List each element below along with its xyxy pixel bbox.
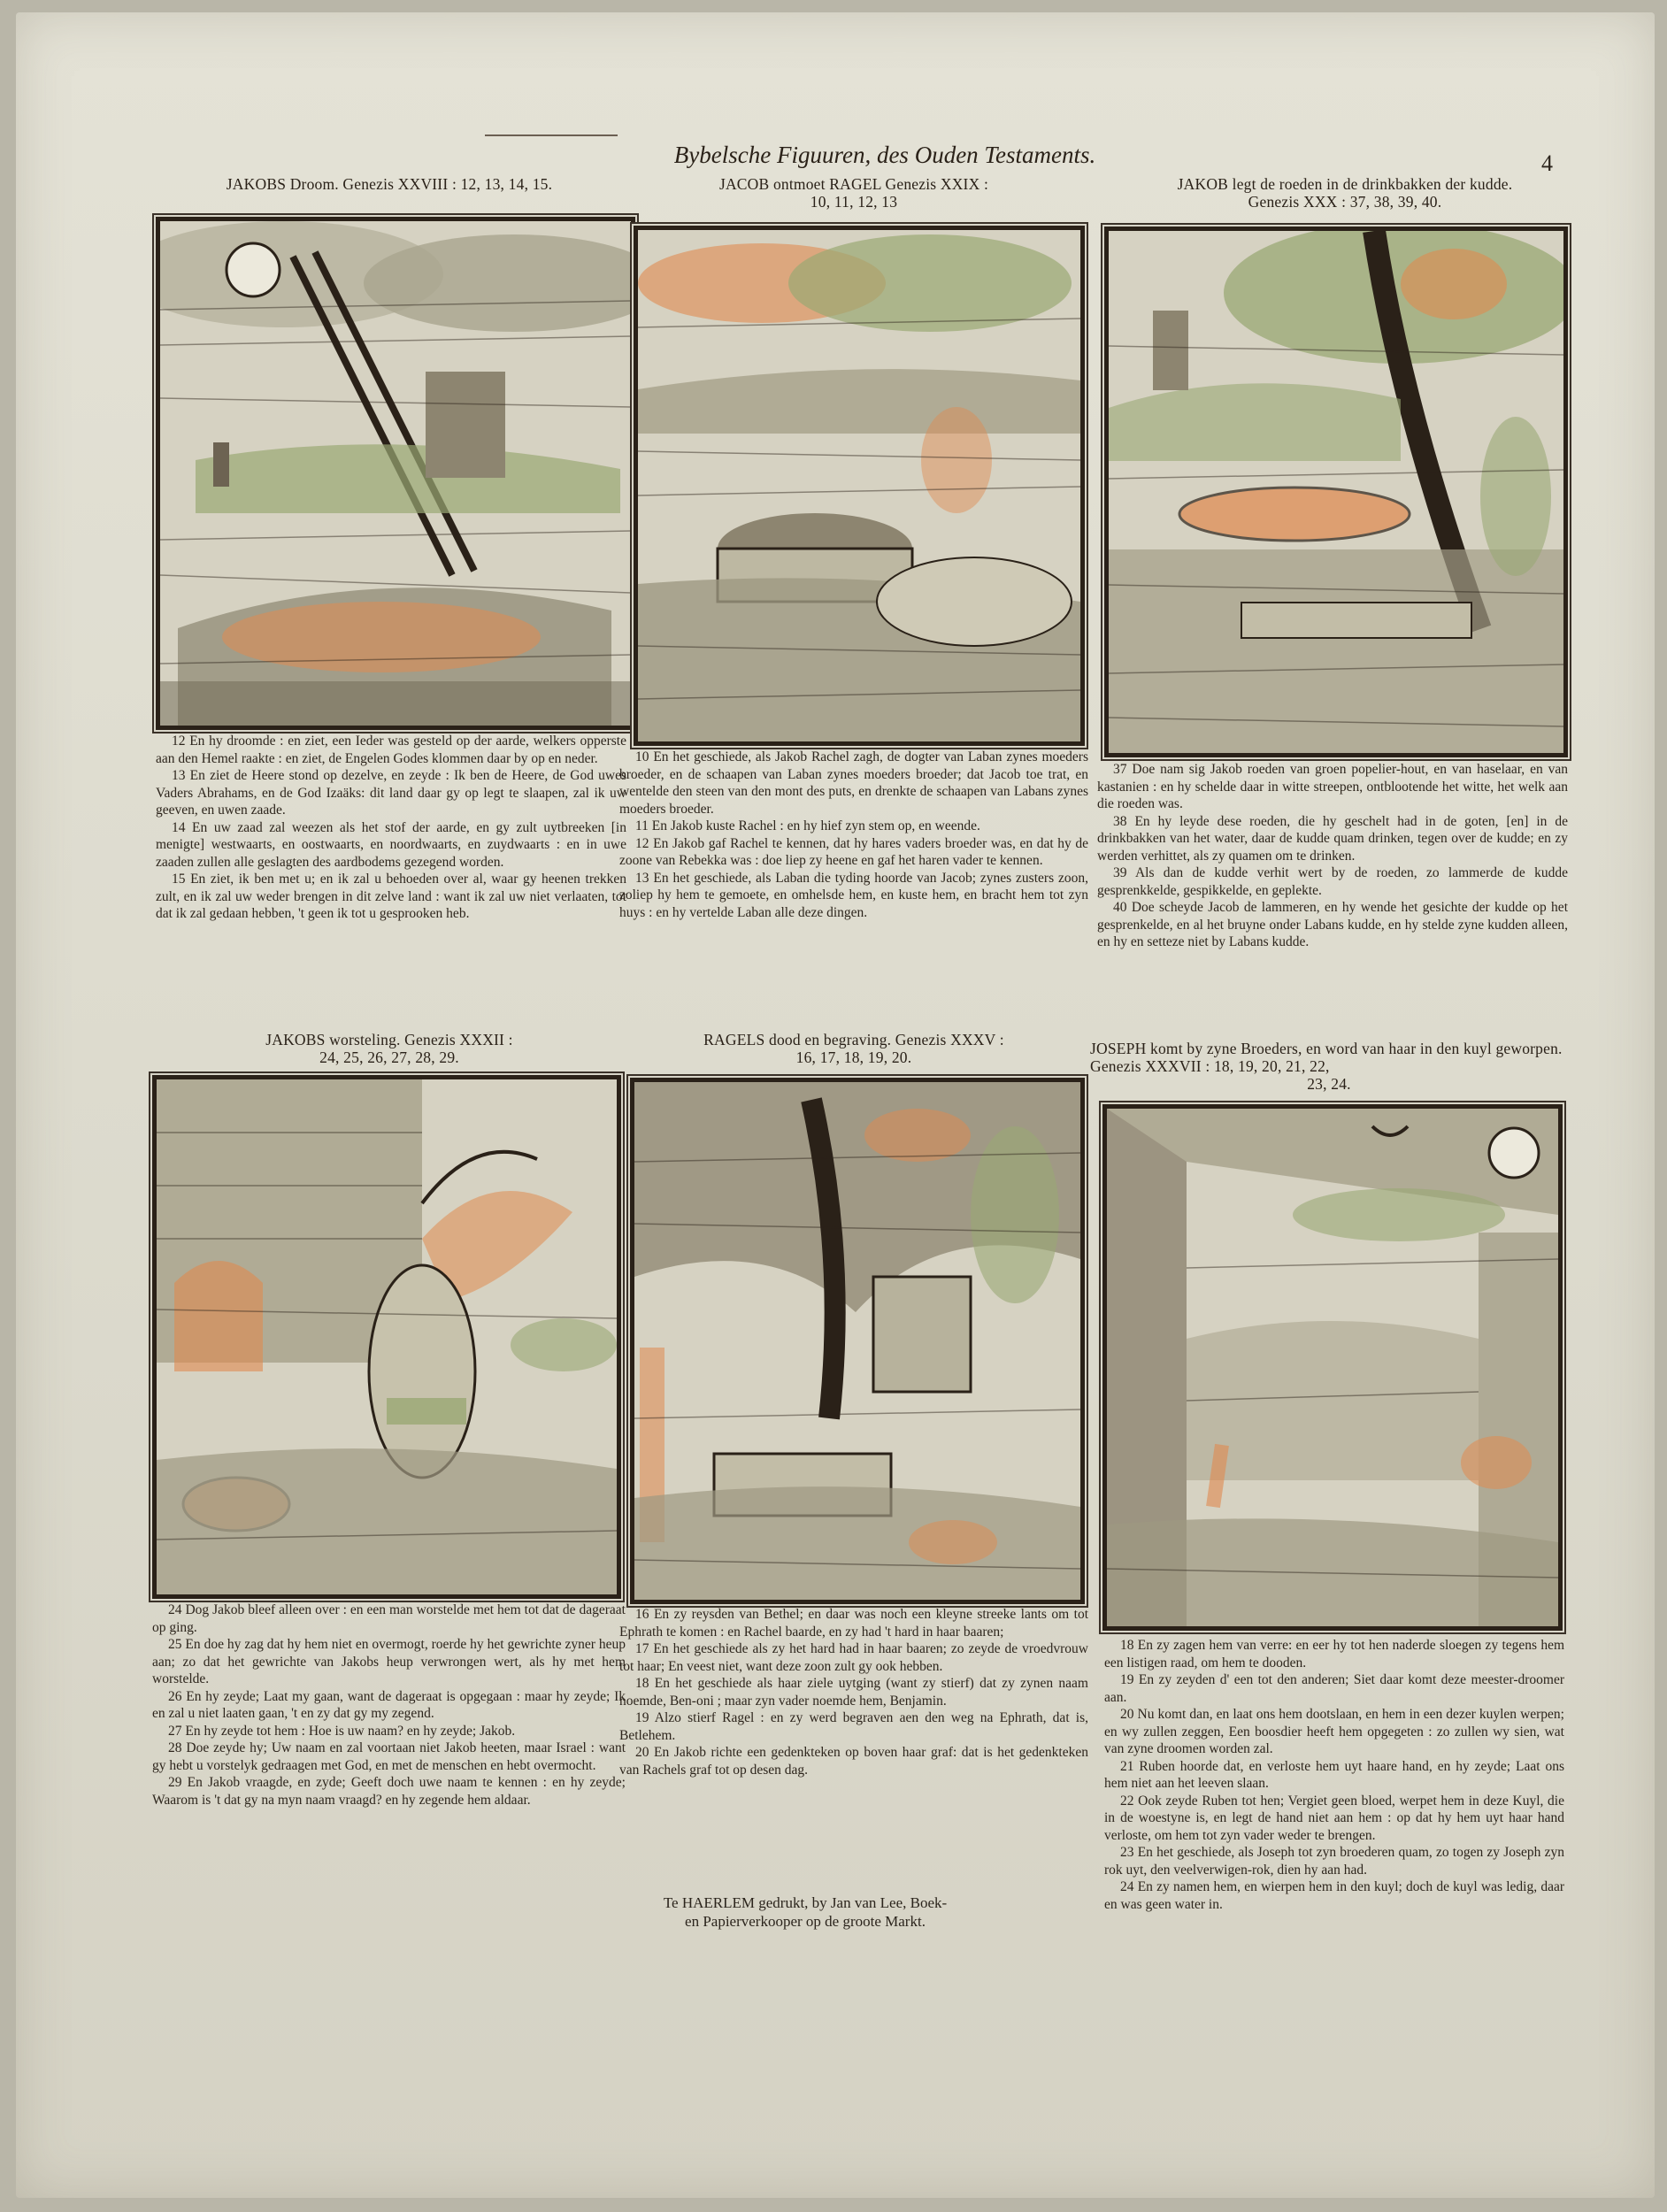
page-number: 4 (1541, 150, 1553, 176)
verse: 18 En zy zagen hem van verre: en eer hy tot hen naderde sloegen zy tegens hem een listigen raad, om hem te dooden. (1104, 1638, 1564, 1671)
page-title: Bybelsche Figuuren, des Ouden Testaments. (673, 142, 1096, 168)
woodcut-image (638, 230, 1080, 741)
caption-line: 24, 25, 26, 27, 28, 29. (319, 1048, 459, 1066)
verse: 11 En Jakob kuste Rachel : en hy hief zyn stem op, en weende. (635, 818, 980, 833)
caption-line: JACOB ontmoet RAGEL Genezis XXIX : (718, 175, 989, 193)
verse: 23 En het geschiede, als Joseph tot zyn broederen quam, zo togen zy Joseph zyn rok uyt, den veelverwigen-rok, dien hy aan had. (1104, 1845, 1564, 1878)
verse: 13 En het geschiede, als Laban die tyding hoorde van Jacob; zynes zusters zoon, zoliep hy hem te gemoete, en omhelsde hem, en kuste hem, en bracht hem tot zyn huys : en hy vertelde Laban alle deze dingen. (619, 870, 1088, 920)
caption-line: JAKOB legt de roeden in de drinkbakken der kudde. (1177, 175, 1513, 193)
verse: 16 En zy reysden van Bethel; en daar was noch een kleyne streeke lants om tot Ephrath te komen : en Rachel baarde, en zy had 't hard in haar baaren; (619, 1607, 1088, 1640)
woodcut-image (157, 1079, 617, 1594)
verse: 29 En Jakob vraagde, en zyde; Geeft doch uwe naam te kennen : en hy zeyde; Waarom is 't dat gy na myn naam vraagd? en hy zegende hem aldaar. (152, 1775, 626, 1808)
verse: 22 Ook zeyde Ruben tot hen; Vergiet geen bloed, werpet hem in deze Kuyl, die in de woestyne is, en legt de hand niet aan hem : op dat hy hem uyt haar hand verloste, om hem tot zyn vader weder te brengen. (1104, 1793, 1564, 1843)
woodcut-rachels-death (630, 1078, 1085, 1604)
verse: 14 En uw zaad zal weezen als het stof der aarde, en gy zult uytbreeken [in menigte] westwaarts, en oostwaarts, en noordwaarts, en zuydwaarts : en in uwe zaaden zullen alle geslagten des aardbodems gezegend worden. (156, 819, 626, 870)
verse: 20 En Jakob richte een gedenkteken op boven haar graf: dat is het gedenkteken van Rachels graf tot op desen dag. (619, 1745, 1088, 1778)
caption-panel-6 (1090, 1040, 1568, 1093)
caption-panel-2 (633, 175, 1075, 211)
printer-imprint (566, 1893, 1044, 1931)
caption-line: Genezis XXX : 37, 38, 39, 40. (1248, 193, 1442, 211)
verse: 39 Als dan de kudde verhit wert by de roeden, zo lammerde de kudde gesprenkkelde, gespikkelde, en geplekte. (1097, 865, 1568, 898)
verse: 25 En doe hy zag dat hy hem niet en overmogt, roerde hy het gewrichte zyner heup aan; zo dat het gewrichte van Jakobs heup verwrongen wert, als hy met hem worstelde. (152, 1637, 626, 1686)
woodcut-image (1109, 231, 1563, 753)
verse: 24 En zy namen hem, en wierpen hem in den kuyl; doch de kuyl was ledig, daar en was geen water in. (1104, 1879, 1564, 1912)
verse: 17 En het geschiede als zy het hard had in haar baaren; zo zeyde de vroedvrouw tot haar; En veest niet, want deze zoon zult gy ook hebben. (619, 1641, 1088, 1674)
verse: 37 Doe nam sig Jakob roeden van groen popelier-hout, en van haselaar, en van kastanien : en hy schelde daar in witte streepen, ontblootende het witte, het welk aan die roeden was. (1097, 762, 1568, 811)
woodcut-jacobs-dream (156, 217, 635, 730)
text-panel-3 (1097, 761, 1568, 951)
caption-line: JAKOBS Droom. Genezis XXVIII : 12, 13, 14, 15. (226, 175, 553, 193)
caption-panel-4 (150, 1031, 628, 1066)
caption-line: 16, 17, 18, 19, 20. (795, 1048, 912, 1066)
imprint-line: en Papierverkooper op de groote Markt. (685, 1913, 926, 1930)
woodcut-image (160, 221, 631, 726)
verse: 40 Doe scheyde Jacob de lammeren, en hy wende het gesichte der kudde op het gesprenkelde, en al het bruyne onder Labans kudde, en hy stelde zyne kudden alleen, en hy en setteze niet by Labans kudde. (1097, 900, 1568, 949)
verse: 24 Dog Jakob bleef alleen over : en een man worstelde met hem tot dat de dageraat op ging. (152, 1602, 626, 1635)
verse: 18 En het geschiede als haar ziele uytging (want zy stierf) dat zy zynen naam noemde, Ben-oni ; maar zyn vader noemde hem, Benjamin. (619, 1676, 1088, 1709)
woodcut-joseph-and-brothers (1102, 1104, 1563, 1631)
caption-line: JOSEPH komt by zyne Broeders, en word van haar in den kuyl geworpen. Genezis XXXVII : 18, 19, 20, 21, 22, (1090, 1040, 1563, 1075)
woodcut-jacob-rods (1104, 227, 1568, 757)
text-panel-6 (1104, 1637, 1564, 1913)
verse: 27 En hy zeyde tot hem : Hoe is uw naam? en hy zeyde; Jakob. (168, 1723, 516, 1739)
verse: 15 En ziet, ik ben met u; en ik zal u behoeden over al, waar gy heenen trekken zult, en ik zal uw weder brengen in dit zelve land : want ik zal uw niet verlaaten, tot dat ik zal gedaan hebben, 't geen ik tot u gesprooken heb. (156, 872, 626, 921)
verse: 19 En zy zeyden d' een tot den anderen; Siet daar komt deze meester-droomer aan. (1104, 1672, 1564, 1705)
text-panel-1 (156, 733, 626, 923)
imprint-line: Te HAERLEM gedrukt, by Jan van Lee, Boek- (663, 1894, 948, 1911)
caption-line: JAKOBS worsteling. Genezis XXXII : (265, 1031, 513, 1048)
text-panel-2 (619, 749, 1088, 921)
text-panel-5 (619, 1606, 1088, 1778)
caption-line: 10, 11, 12, 13 (810, 193, 898, 211)
caption-line: 23, 24. (1307, 1075, 1351, 1093)
verse: 12 En Jakob gaf Rachel te kennen, dat hy hares vaders broeder was, en dat hy de zoone van Rebekka was : doe liep zy heene en gaf het haren vader te kennen. (619, 835, 1088, 868)
verse: 10 En het geschiede, als Jakob Rachel zagh, de dogter van Laban zynes moeders broeder, en de schaapen van Laban zynes moeders broeder; dat Jacob toe trat, en wentelde den steen van den mont des puts, en drenkte de schaapen van Labans zynes moeders broeder. (619, 749, 1088, 817)
verse: 20 Nu komt dan, en laat ons hem dootslaan, en hem in een dezer kuylen werpen; en wy zullen zeggen, Een boosdier heeft hem opgegeten : zo zullen wy sien, wat van zyne droomen worden zal. (1104, 1707, 1564, 1756)
woodcut-image (634, 1082, 1080, 1600)
verse: 13 En ziet de Heere stond op dezelve, en zeyde : Ik ben de Heere, de God uwes Vaders Abrahams, en de God Izaäks: dit land daar gy op legt te slaapen, zal ik uw geeven, en uwen zaade. (156, 768, 626, 818)
verse: 12 En hy droomde : en ziet, een Ieder was gesteld op der aarde, welkers opperste aan den Hemel raakte : en ziet, de Engelen Godes klommen daar by op en neder. (156, 733, 626, 766)
caption-line: RAGELS dood en begraving. Genezis XXXV : (703, 1031, 1004, 1048)
caption-panel-3 (1097, 175, 1593, 211)
top-rule (485, 134, 618, 136)
verse: 28 Doe zeyde hy; Uw naam en zal voortaan niet Jakob heeten, maar Israel : want gy hebt u vorstelyk gedraagen met God, en met de menschen en hebt overmocht. (152, 1740, 626, 1773)
woodcut-image (1107, 1109, 1558, 1626)
caption-panel-1 (150, 175, 628, 193)
woodcut-jacob-meets-rachel (634, 226, 1085, 746)
verse: 21 Ruben hoorde dat, en verloste hem uyt haare hand, en hy zeyde; Laat ons hem niet aan het leeven slaan. (1104, 1758, 1564, 1791)
text-panel-4 (152, 1601, 626, 1809)
verse: 38 En hy leyde dese roeden, die hy geschelt had in de goten, [en] in de drinkbakken van het water, daar de kudde quam drinken, tegen over de kudde; en zy werden verhittet, als zy quamen om te drinken. (1097, 813, 1568, 864)
verse: 26 En hy zeyde; Laat my gaan, want de dageraat is opgegaan : maar hy zeyde; Ik en zal u niet laaten gaan, 't en zy dat gy my zegend. (152, 1688, 626, 1721)
verse: 19 Alzo stierf Ragel : en zy werd begraven aen den weg na Ephrath, dat is, Betlehem. (619, 1710, 1088, 1743)
woodcut-jacob-wrestling (152, 1075, 621, 1599)
caption-panel-5 (624, 1031, 1084, 1066)
